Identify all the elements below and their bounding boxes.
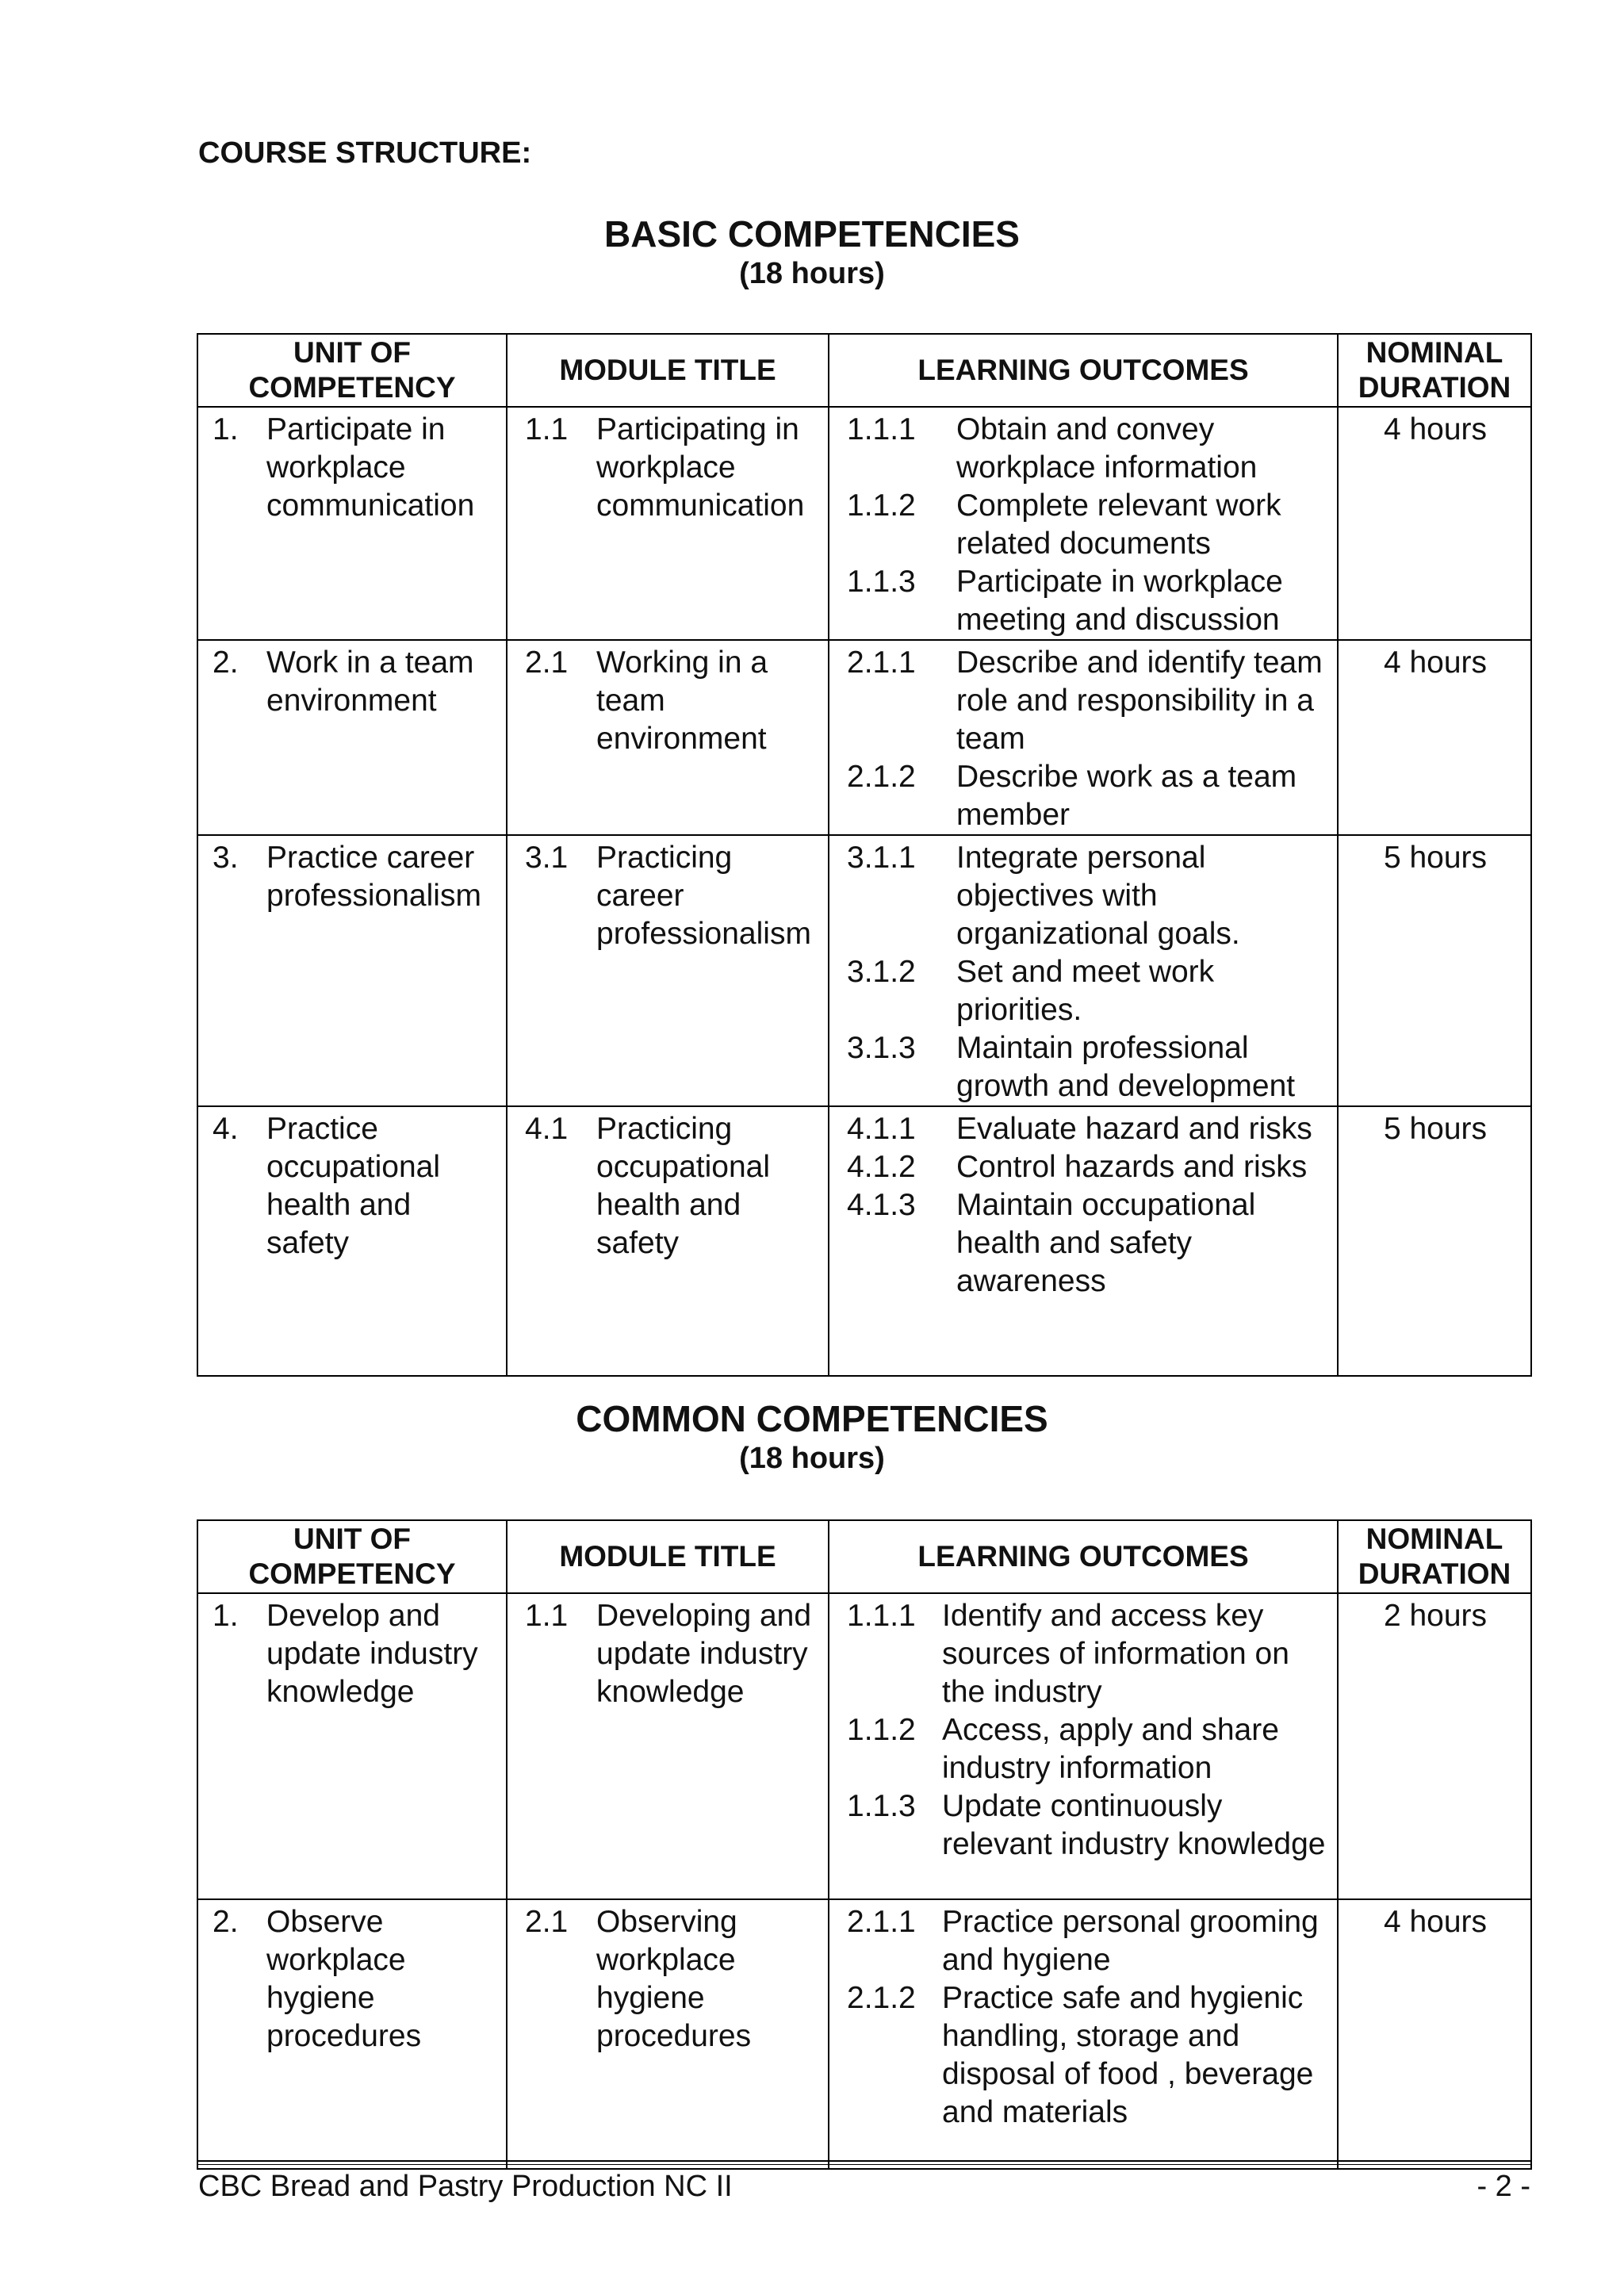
module-title-cell <box>507 835 829 1106</box>
learning-outcome-list <box>836 839 1332 1105</box>
learning-outcome-text: Complete relevant work related documents <box>956 489 1281 561</box>
basic-title-text: BASIC COMPETENCIES <box>604 213 1020 255</box>
learning-outcome-text: Access, apply and share industry information <box>942 1713 1279 1785</box>
unit-number: 4. <box>213 1112 239 1146</box>
unit-item <box>205 644 501 720</box>
learning-outcome-text: Practice personal grooming and hygiene <box>942 1905 1319 1977</box>
learning-outcome-item <box>836 953 1332 1029</box>
unit-of-competency-cell <box>197 1899 507 2169</box>
footer-document-title: CBC Bread and Pastry Production NC II <box>198 2170 733 2203</box>
learning-outcome-number: 4.1.3 <box>847 1188 916 1222</box>
unit-of-competency-cell <box>197 407 507 640</box>
unit-number: 2. <box>213 1905 239 1939</box>
module-item <box>514 839 823 953</box>
learning-outcome-text: Participate in workplace meeting and discussion <box>956 565 1283 637</box>
learning-outcome-item <box>836 1979 1332 2132</box>
module-number: 3.1 <box>525 841 569 875</box>
unit-text: Work in a team environment <box>266 646 474 718</box>
learning-outcome-item <box>836 1787 1332 1864</box>
learning-outcome-text: Practice safe and hygienic handling, storage and disposal of food , beverage and materials <box>942 1981 1314 2129</box>
learning-outcome-list <box>836 1903 1332 2132</box>
unit-item <box>205 1903 501 2056</box>
nominal-duration-cell: 4 hours <box>1338 407 1531 640</box>
header-learning-outcomes: LEARNING OUTCOMES <box>829 334 1338 407</box>
unit-number: 1. <box>213 1599 239 1633</box>
unit-item <box>205 1110 501 1262</box>
header-unit-of-competency: UNIT OF COMPETENCY <box>197 334 507 407</box>
learning-outcome-number: 3.1.2 <box>847 955 916 989</box>
learning-outcome-number: 4.1.1 <box>847 1112 916 1146</box>
common-competencies-title <box>0 1397 1624 1477</box>
unit-number: 1. <box>213 412 239 446</box>
learning-outcome-text: Set and meet work priorities. <box>956 955 1215 1027</box>
unit-text: Participate in workplace communication <box>266 412 475 523</box>
module-text: Observing workplace hygiene procedures <box>596 1905 752 2053</box>
learning-outcome-item <box>836 1148 1332 1186</box>
learning-outcome-item <box>836 758 1332 834</box>
module-title-cell <box>507 1899 829 2169</box>
learning-outcome-number: 2.1.2 <box>847 760 916 794</box>
module-number: 2.1 <box>525 646 569 680</box>
module-item <box>514 1597 823 1711</box>
learning-outcome-number: 4.1.2 <box>847 1150 916 1184</box>
learning-outcome-item <box>836 411 1332 487</box>
header-nominal-duration: NOMINAL DURATION <box>1338 1520 1531 1593</box>
learning-outcomes-cell <box>829 1106 1338 1376</box>
unit-text: Practice occupational health and safety <box>266 1112 440 1260</box>
table-row <box>197 640 1531 835</box>
learning-outcome-list <box>836 1597 1332 1864</box>
learning-outcomes-cell <box>829 835 1338 1106</box>
learning-outcome-text: Describe work as a team member <box>956 760 1297 832</box>
learning-outcome-number: 2.1.2 <box>847 1981 916 2015</box>
module-text: Practicing occupational health and safety <box>596 1112 770 1260</box>
learning-outcome-number: 1.1.3 <box>847 1789 916 1823</box>
nominal-duration-cell: 4 hours <box>1338 1899 1531 2169</box>
unit-of-competency-cell <box>197 640 507 835</box>
header-unit-of-competency: UNIT OF COMPETENCY <box>197 1520 507 1593</box>
learning-outcome-number: 1.1.1 <box>847 1599 916 1633</box>
learning-outcome-number: 1.1.3 <box>847 565 916 599</box>
learning-outcome-item <box>836 1029 1332 1105</box>
footer-page-number: - 2 - <box>1477 2170 1530 2203</box>
module-text: Practicing career professionalism <box>596 841 811 951</box>
unit-of-competency-cell <box>197 835 507 1106</box>
learning-outcome-text: Maintain occupational health and safety awareness <box>956 1188 1256 1298</box>
unit-item <box>205 411 501 525</box>
basic-hours-text: (18 hours) <box>739 257 885 290</box>
nominal-duration-cell: 5 hours <box>1338 835 1531 1106</box>
learning-outcome-text: Identify and access key sources of information on the industry <box>942 1599 1289 1709</box>
module-item <box>514 1110 823 1262</box>
module-number: 1.1 <box>525 1599 569 1633</box>
learning-outcomes-cell <box>829 407 1338 640</box>
table-body <box>197 407 1531 1376</box>
module-item <box>514 411 823 525</box>
learning-outcome-number: 3.1.3 <box>847 1031 916 1065</box>
module-number: 2.1 <box>525 1905 569 1939</box>
table-header-row <box>197 334 1531 407</box>
learning-outcome-item <box>836 1711 1332 1787</box>
unit-item <box>205 839 501 915</box>
header-learning-outcomes: LEARNING OUTCOMES <box>829 1520 1338 1593</box>
learning-outcome-text: Integrate personal objectives with organizational goals. <box>956 841 1240 951</box>
table-row <box>197 1106 1531 1376</box>
learning-outcome-item <box>836 1110 1332 1148</box>
common-title-text: COMMON COMPETENCIES <box>576 1398 1048 1439</box>
learning-outcome-number: 2.1.1 <box>847 1905 916 1939</box>
learning-outcomes-cell <box>829 1593 1338 1899</box>
unit-item <box>205 1597 501 1711</box>
unit-of-competency-cell <box>197 1593 507 1899</box>
module-text: Developing and update industry knowledge <box>596 1599 812 1709</box>
learning-outcome-item <box>836 839 1332 953</box>
learning-outcome-item <box>836 1597 1332 1711</box>
learning-outcome-text: Maintain professional growth and development <box>956 1031 1296 1103</box>
table-row <box>197 835 1531 1106</box>
common-competencies-table <box>197 1519 1532 2170</box>
unit-text: Practice career professionalism <box>266 841 481 913</box>
table-row <box>197 1899 1531 2169</box>
learning-outcome-number: 1.1.1 <box>847 412 916 446</box>
header-module-title: MODULE TITLE <box>507 334 829 407</box>
module-text: Participating in workplace communication <box>596 412 805 523</box>
learning-outcome-item <box>836 487 1332 563</box>
learning-outcome-text: Control hazards and risks <box>956 1150 1308 1184</box>
module-item <box>514 1903 823 2056</box>
module-title-cell <box>507 640 829 835</box>
table-row <box>197 407 1531 640</box>
basic-competencies-title <box>0 213 1624 292</box>
learning-outcome-item <box>836 1903 1332 1979</box>
unit-number: 3. <box>213 841 239 875</box>
module-number: 1.1 <box>525 412 569 446</box>
unit-number: 2. <box>213 646 239 680</box>
module-text: Working in a team environment <box>596 646 768 756</box>
learning-outcome-list <box>836 411 1332 639</box>
learning-outcome-number: 1.1.2 <box>847 1713 916 1747</box>
table-body <box>197 1593 1531 2169</box>
module-title-cell <box>507 407 829 640</box>
learning-outcome-item <box>836 644 1332 758</box>
header-nominal-duration: NOMINAL DURATION <box>1338 334 1531 407</box>
unit-of-competency-cell <box>197 1106 507 1376</box>
module-title-cell <box>507 1593 829 1899</box>
common-hours-text: (18 hours) <box>739 1442 885 1475</box>
module-title-cell <box>507 1106 829 1376</box>
unit-text: Develop and update industry knowledge <box>266 1599 478 1709</box>
learning-outcome-list <box>836 1110 1332 1301</box>
nominal-duration-cell: 5 hours <box>1338 1106 1531 1376</box>
nominal-duration-cell: 2 hours <box>1338 1593 1531 1899</box>
unit-text: Observe workplace hygiene procedures <box>266 1905 422 2053</box>
learning-outcome-list <box>836 644 1332 834</box>
header-module-title: MODULE TITLE <box>507 1520 829 1593</box>
learning-outcome-text: Evaluate hazard and risks <box>956 1112 1312 1146</box>
module-number: 4.1 <box>525 1112 569 1146</box>
learning-outcome-text: Update continuously relevant industry knowledge <box>942 1789 1326 1861</box>
table-header-row <box>197 1520 1531 1593</box>
course-structure-heading: COURSE STRUCTURE: <box>198 136 532 170</box>
learning-outcome-number: 2.1.1 <box>847 646 916 680</box>
basic-competencies-table <box>197 333 1532 1377</box>
footer-divider <box>197 2160 1530 2165</box>
nominal-duration-cell: 4 hours <box>1338 640 1531 835</box>
learning-outcomes-cell <box>829 640 1338 835</box>
learning-outcome-text: Obtain and convey workplace information <box>956 412 1258 485</box>
learning-outcomes-cell <box>829 1899 1338 2169</box>
learning-outcome-item <box>836 563 1332 639</box>
table-row <box>197 1593 1531 1899</box>
learning-outcome-number: 3.1.1 <box>847 841 916 875</box>
learning-outcome-item <box>836 1186 1332 1301</box>
learning-outcome-number: 1.1.2 <box>847 489 916 523</box>
learning-outcome-text: Describe and identify team role and responsibility in a team <box>956 646 1323 756</box>
module-item <box>514 644 823 758</box>
